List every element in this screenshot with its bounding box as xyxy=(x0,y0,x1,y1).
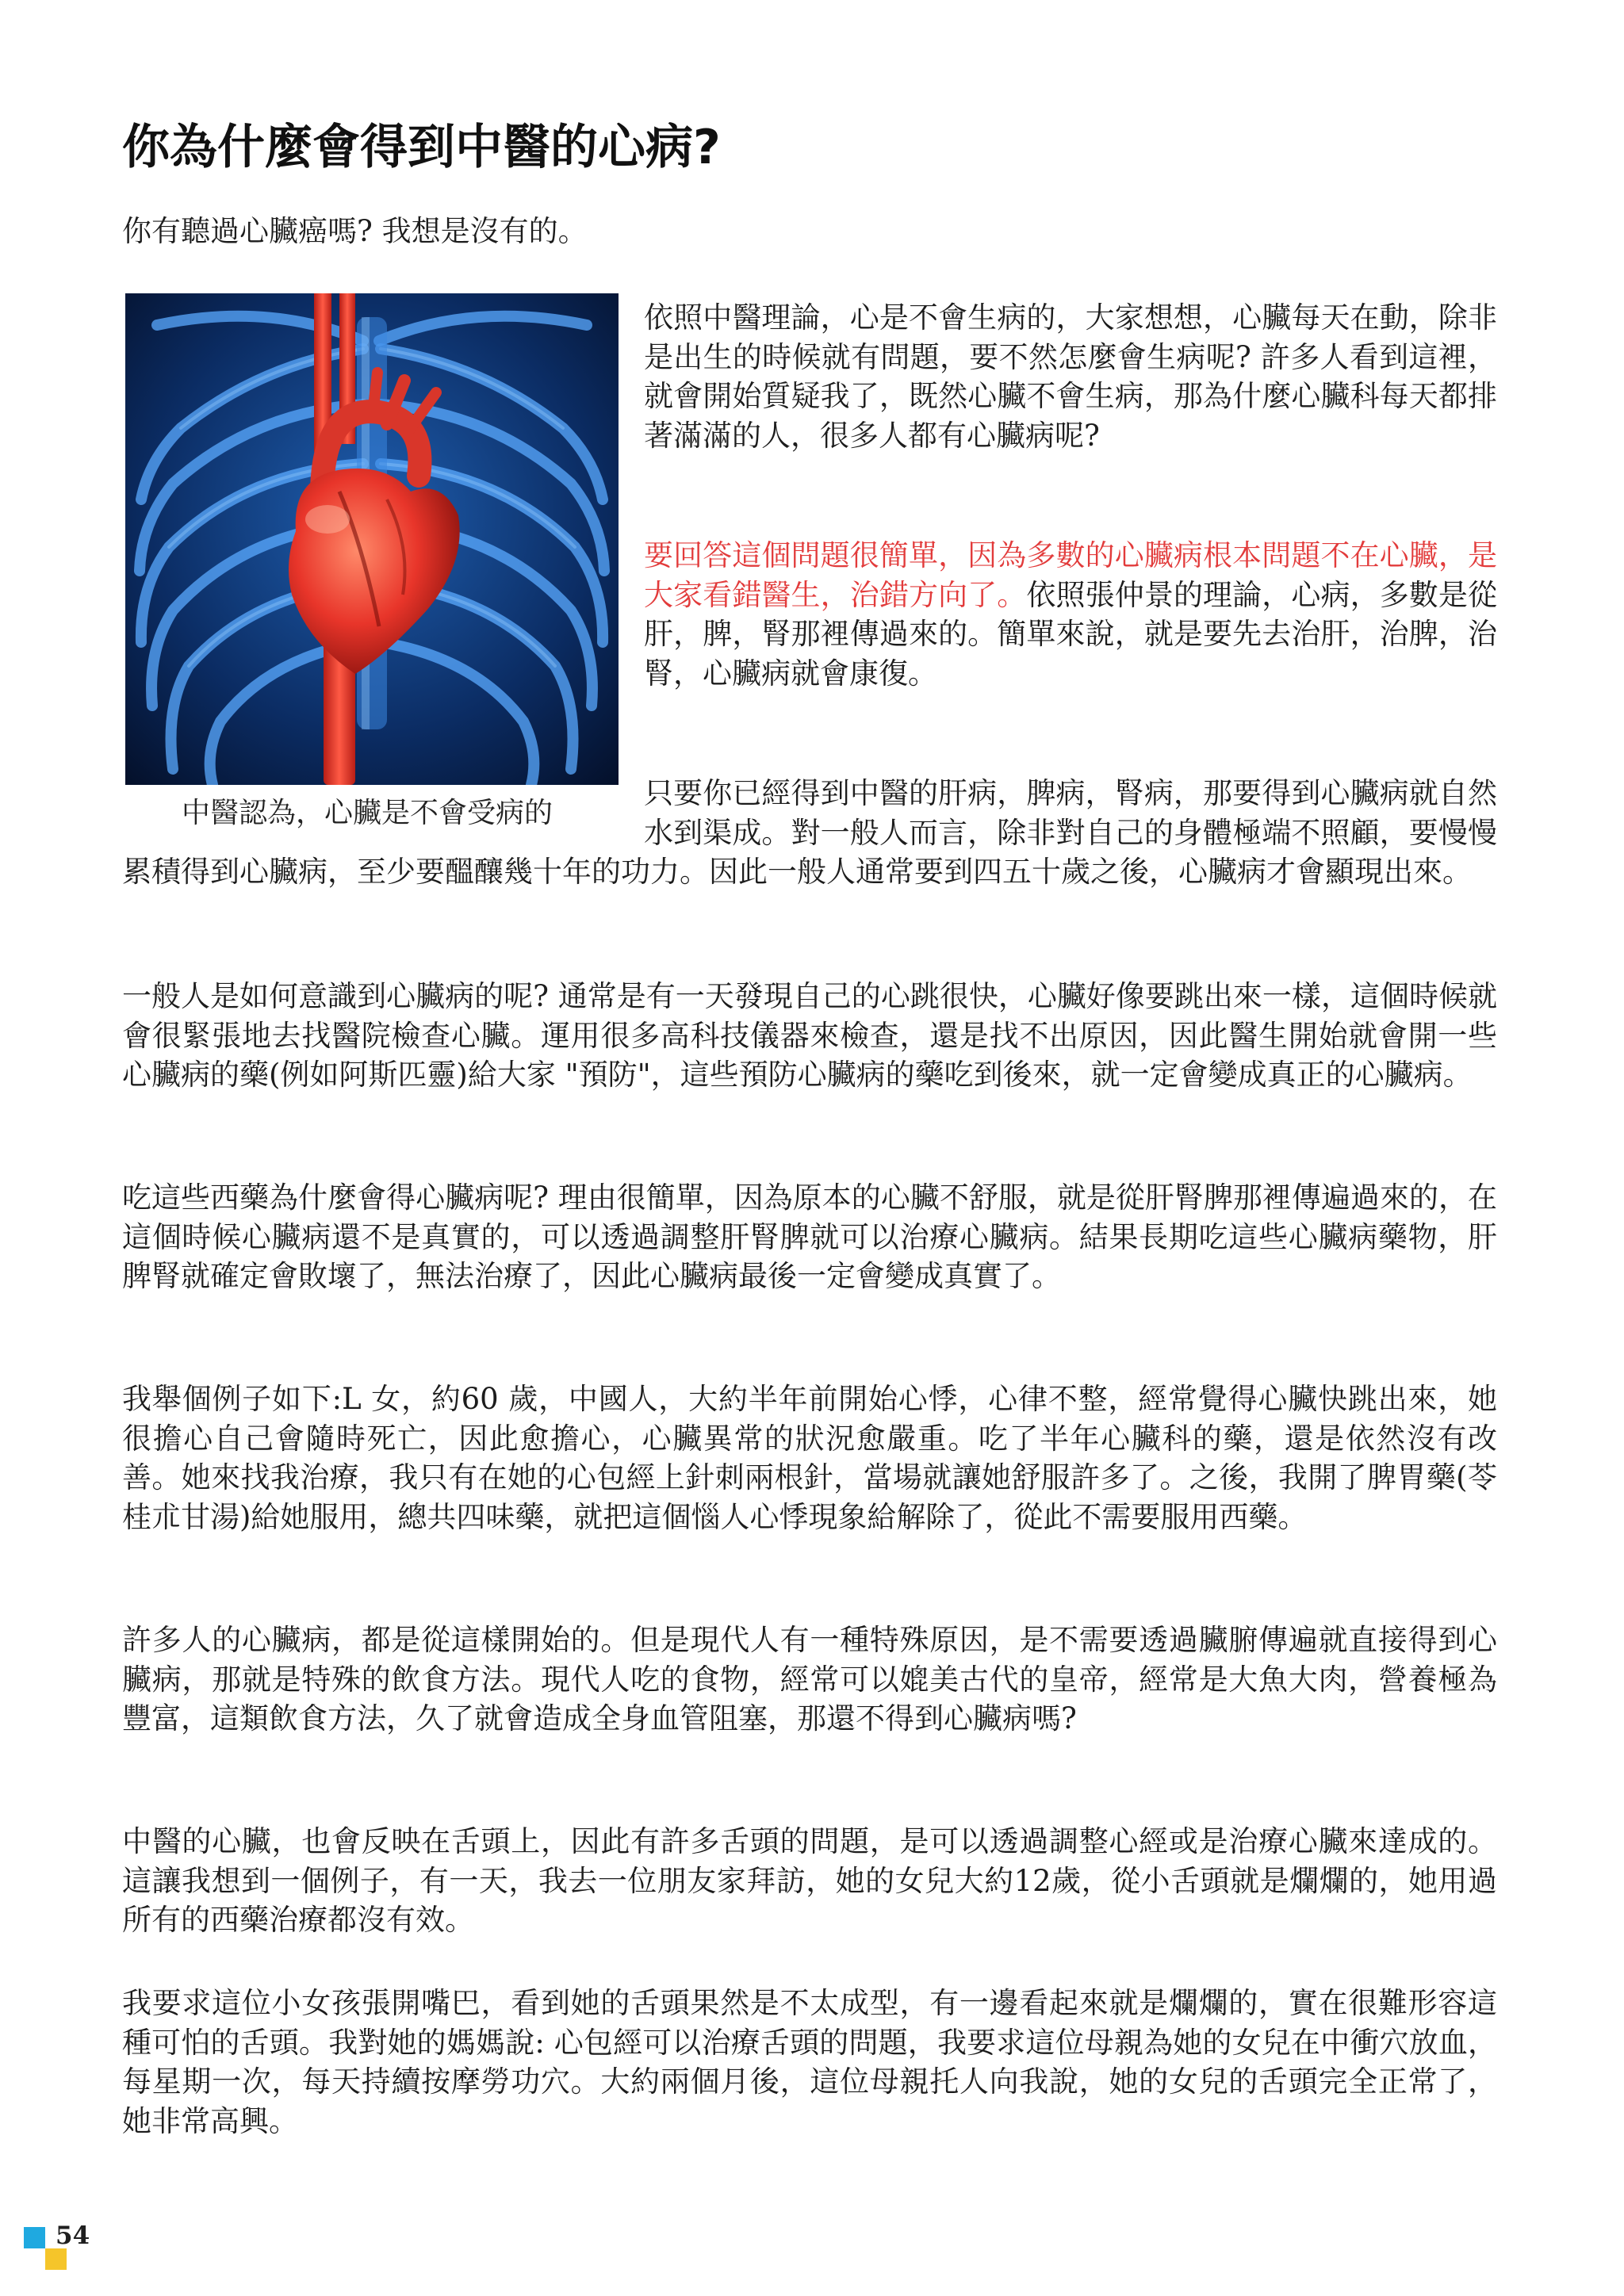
corner-square-blue xyxy=(24,2227,45,2248)
float-spacer xyxy=(122,774,644,845)
paragraph-1: 依照中醫理論，心是不會生病的，大家想想，心臟每天在動，除非是出生的時候就有問題，要不然怎麼會生病呢? 許多人看到這裡，就會開始質疑我了，既然心臟不會生病，那為什麼心臟科每天都排著滿滿的人，很多人都有心臟病呢? xyxy=(644,300,1497,453)
paragraph-5: 吃這些西藥為什麼會得心臟病呢? 理由很簡單，因為原本的心臟不舒服，就是從肝腎脾那裡傳遍過來的，在這個時候心臟病還不是真實的，可以透過調整肝腎脾就可以治療心臟病。結果長期吃這些心臟病藥物，肝脾腎就確定會敗壞了，無法治療了，因此心臟病最後一定會變成真實了。 xyxy=(122,1181,1497,1293)
page-number: 54 xyxy=(56,2221,90,2250)
corner-square-yellow xyxy=(45,2248,67,2270)
paragraph-6: 我舉個例子如下:L 女，約60 歲，中國人，大約半年前開始心悸，心律不整，經常覺得心臟快跳出來，她很擔心自己會隨時死亡，因此愈擔心，心臟異常的狀況愈嚴重。吃了半年心臟科的藥，還是依然沒有改善。她來找我治療，我只有在她的心包經上針刺兩根針，當場就讓她舒服許多了。之後，我開了脾胃藥(苓桂朮甘湯)給她服用，總共四味藥，就把這個惱人心悸現象給解除了，從此不需要服用西藥。 xyxy=(122,1382,1497,1534)
paragraph-2-rest: 依照張仲景的理論，心病，多數是從肝，脾，腎那裡傳過來的。簡單來說，就是要先去治肝，治脾，治腎，心臟病就會康復。 xyxy=(644,577,1498,691)
paragraph-4: 一般人是如何意識到心臟病的呢? 通常是有一天發現自己的心跳很快，心臟好像要跳出來一樣，這個時候就會很緊張地去找醫院檢查心臟。運用很多高科技儀器來檢查，還是找不出原因，因此醫生開始就會開一些心臟病的藥(例如阿斯匹靈)給大家 "預防"，這些預防心臟病的藥吃到後來，就一定會變成真正的心臟病。 xyxy=(122,979,1497,1092)
paragraph-3-text: 只要你已經得到中醫的肝病，脾病，腎病，那要得到心臟病就自然水到渠成。對一般人而言，除非對自己的身體極端不照顧，要慢慢累積得到心臟病，至少要醞釀幾十年的功力。因此一般人通常要到四五十歲之後，心臟病才會顯現出來。 xyxy=(122,776,1497,889)
paragraph-8: 中醫的心臟，也會反映在舌頭上，因此有許多舌頭的問題，是可以透過調整心經或是治療心臟來達成的。這讓我想到一個例子，有一天，我去一位朋友家拜訪，她的女兒大約12歲，從小舌頭就是爛爛的，她用過所有的西藥治療都沒有效。 xyxy=(122,1824,1497,1937)
intro-line: 你有聽過心臟癌嗎? 我想是沒有的。 xyxy=(122,214,588,248)
page-title: 你為什麼會得到中醫的心病? xyxy=(122,120,721,175)
highlighted-text: 要回答這個問題很簡單，因為多數的心臟病根本問題不在心臟，是大家看錯醫生，治錯方向了。 xyxy=(644,538,1497,612)
paragraph-9: 我要求這位小女孩張開嘴巴，看到她的舌頭果然是不太成型，有一邊看起來就是爛爛的，實在很難形容這種可怕的舌頭。我對她的媽媽說: 心包經可以治療舌頭的問題，我要求這位母親為她的女兒在中衝穴放血，每星期一次，每天持續按摩勞功穴。大約兩個月後，這位母親托人向我說，她的女兒的舌頭完全正常了，她非常高興。 xyxy=(122,1986,1497,2138)
figure-caption: 中醫認為，心臟是不會受病的 xyxy=(181,797,553,829)
paragraph-3 xyxy=(122,774,1497,892)
heart-ribcage-illustration xyxy=(125,293,619,785)
paragraph-7: 許多人的心臟病，都是從這樣開始的。但是現代人有一種特殊原因，是不需要透過臟腑傳遍就直接得到心臟病，那就是特殊的飲食方法。現代人吃的食物，經常可以媲美古代的皇帝，經常是大魚大肉，營養極為豐富，這類飲食方法，久了就會造成全身血管阻塞，那還不得到心臟病嗎? xyxy=(122,1623,1497,1735)
paragraph-2 xyxy=(644,536,1497,693)
